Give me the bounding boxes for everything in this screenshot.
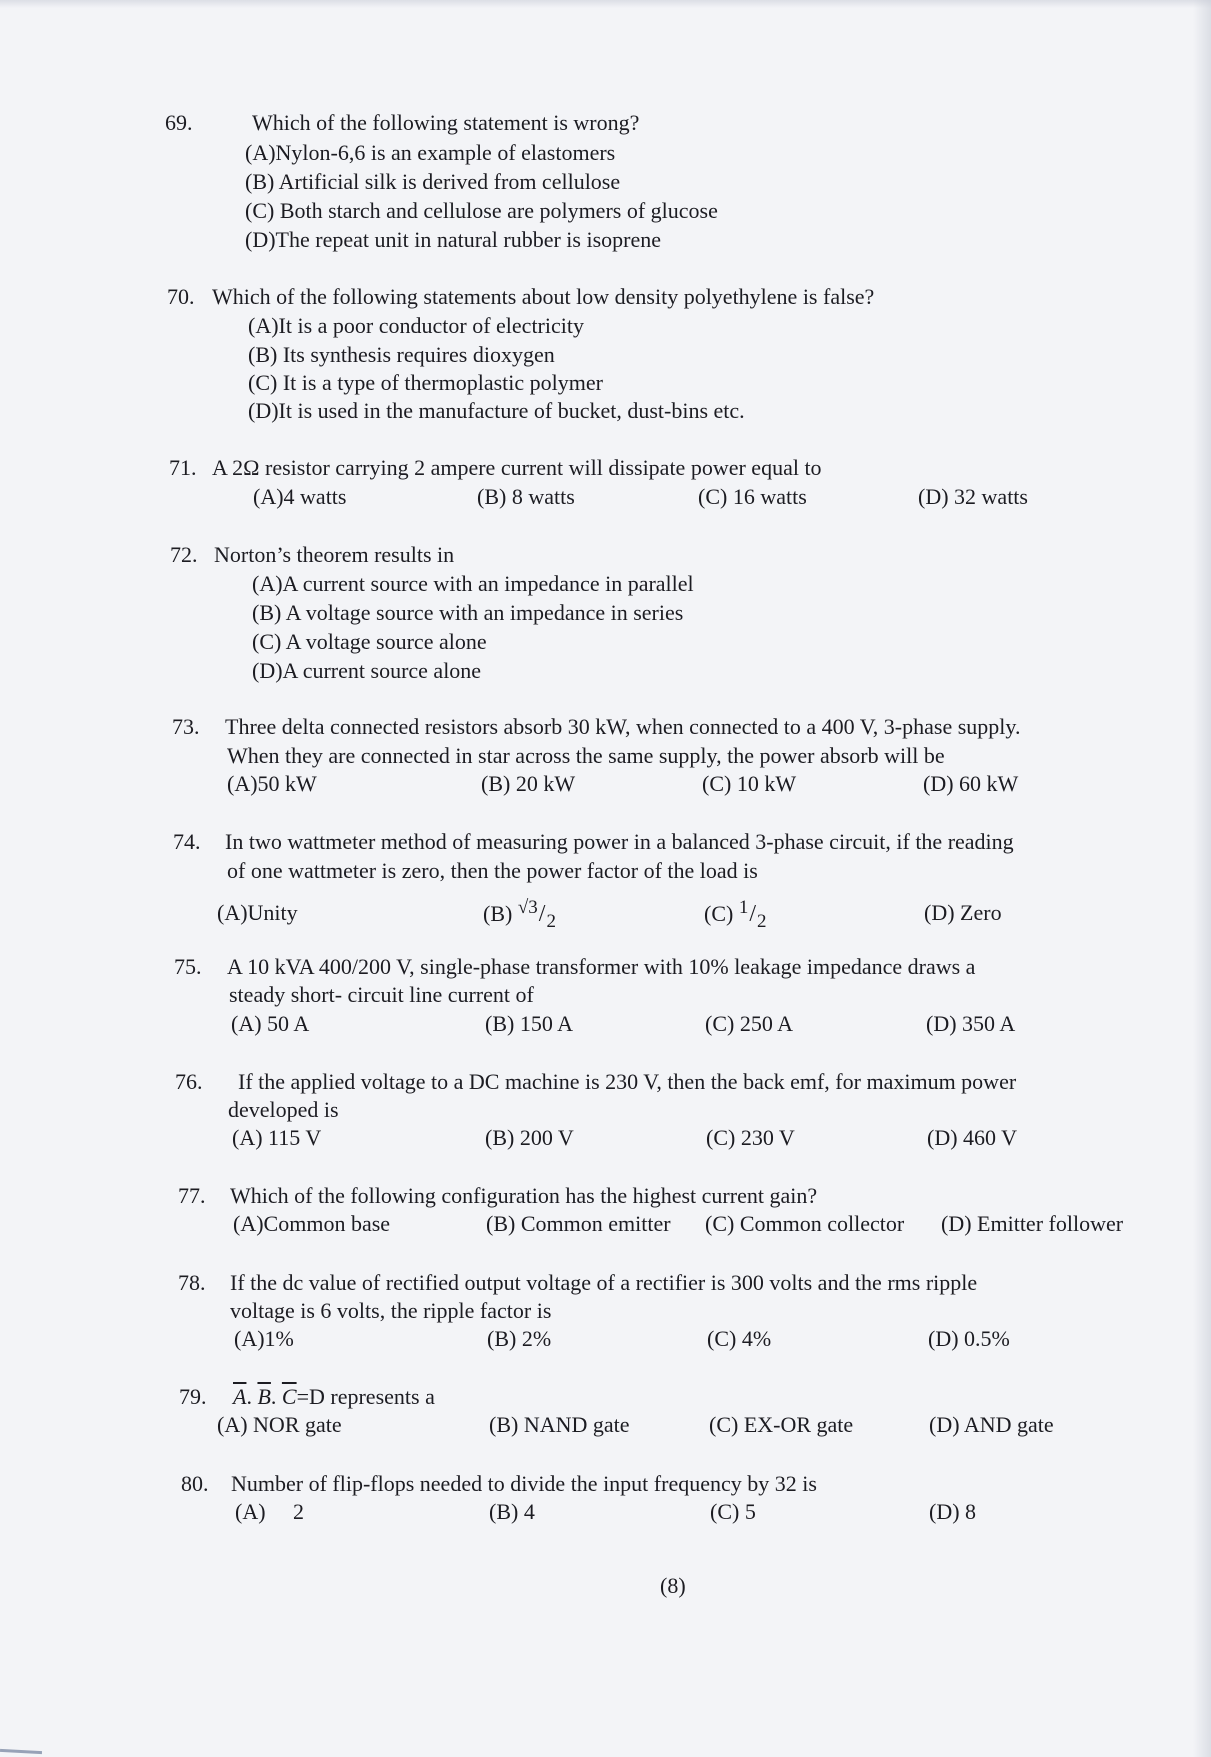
boolean-b-bar: $\overline{B}$ bbox=[257, 1384, 271, 1409]
option-b: (B) 200 V bbox=[485, 1125, 574, 1150]
fraction-numerator: √3 bbox=[517, 897, 538, 918]
question-number: 76. bbox=[175, 1069, 203, 1094]
question-number: 78. bbox=[178, 1270, 206, 1295]
fraction-denominator: 2 bbox=[546, 911, 556, 932]
question-number: 79. bbox=[179, 1384, 207, 1409]
option-b: (B) 8 watts bbox=[477, 484, 575, 509]
question-stem: Norton’s theorem results in bbox=[214, 542, 455, 567]
question-stem: Number of flip-flops needed to divide the input frequency by 32 is bbox=[231, 1471, 817, 1496]
option-c: (C) 250 A bbox=[705, 1011, 793, 1036]
question-number: 75. bbox=[174, 954, 202, 979]
question-stem: A 2Ω resistor carrying 2 ampere current will dissipate power equal to bbox=[212, 455, 822, 480]
option-c: (C) Both starch and cellulose are polymers of glucose bbox=[245, 198, 718, 223]
option-c: (C) A voltage source alone bbox=[252, 629, 487, 654]
fraction-root3-over-2 bbox=[517, 897, 556, 932]
option-d: (D) 60 kW bbox=[923, 771, 1019, 796]
fraction-denominator: 2 bbox=[757, 911, 767, 932]
option-d: (D) Emitter follower bbox=[941, 1211, 1124, 1236]
option-c: (C) 5 bbox=[710, 1499, 756, 1524]
fraction-slash: / bbox=[749, 901, 756, 927]
option-label: (B) bbox=[483, 901, 513, 926]
question-stem: Which of the following statement is wrong? bbox=[252, 110, 640, 135]
option-b bbox=[483, 897, 556, 932]
option-c: (C) EX-OR gate bbox=[709, 1412, 854, 1437]
option-d: (D)A current source alone bbox=[252, 658, 482, 683]
question-stem: If the dc value of rectified output voltage of a rectifier is 300 volts and the rms ripple bbox=[230, 1270, 978, 1295]
fraction-numerator: 1 bbox=[738, 897, 749, 918]
option-d: (D)It is used in the manufacture of bucket, dust-bins etc. bbox=[248, 398, 745, 423]
boolean-a-bar: $\overline{A}$ bbox=[233, 1384, 247, 1409]
question-stem: Which of the following statements about low density polyethylene is false? bbox=[212, 284, 875, 309]
question-stem: If the applied voltage to a DC machine is 230 V, then the back emf, for maximum power bbox=[238, 1069, 1017, 1094]
option-a: (A)1% bbox=[234, 1326, 294, 1351]
option-c: (C) 230 V bbox=[706, 1125, 795, 1150]
option-b: (B) 150 A bbox=[485, 1011, 573, 1036]
option-d: (D) 8 bbox=[929, 1499, 977, 1524]
question-number: 74. bbox=[173, 829, 201, 854]
option-a: (A)It is a poor conductor of electricity bbox=[248, 313, 584, 338]
question-number: 73. bbox=[172, 714, 200, 739]
option-a: (A) 2 bbox=[235, 1499, 305, 1524]
question-number: 69. bbox=[165, 110, 193, 135]
option-c: (C) 16 watts bbox=[698, 484, 807, 509]
option-a: (A)Nylon-6,6 is an example of elastomers bbox=[245, 140, 616, 165]
scan-edge-right bbox=[1193, 0, 1211, 1757]
option-b: (B) Artificial silk is derived from cellulose bbox=[245, 169, 621, 194]
boolean-dot: . bbox=[270, 1384, 277, 1409]
option-d: (D) 0.5% bbox=[928, 1326, 1010, 1351]
boolean-dot: . bbox=[246, 1384, 252, 1409]
question-number: 72. bbox=[170, 542, 198, 567]
question-stem: Which of the following configuration has the highest current gain? bbox=[230, 1183, 818, 1208]
option-d: (D) Zero bbox=[924, 900, 1002, 925]
question-stem: A 10 kVA 400/200 V, single-phase transformer with 10% leakage impedance draws a bbox=[227, 954, 976, 979]
question-number: 80. bbox=[181, 1471, 209, 1496]
page-number: (8) bbox=[660, 1573, 686, 1598]
question-stem: In two wattmeter method of measuring power in a balanced 3-phase circuit, if the reading bbox=[225, 829, 1014, 854]
option-c: (C) Common collector bbox=[705, 1211, 905, 1236]
option-b: (B) 2% bbox=[487, 1326, 552, 1351]
option-c: (C) 10 kW bbox=[702, 771, 797, 796]
option-c: (C) 4% bbox=[707, 1326, 772, 1351]
option-a: (A) NOR gate bbox=[217, 1412, 342, 1437]
scan-corner-mark bbox=[0, 1749, 42, 1754]
option-label: (C) bbox=[704, 901, 734, 926]
option-a: (A)50 kW bbox=[227, 771, 317, 796]
question-stem-text: =D represents a bbox=[296, 1384, 435, 1409]
fraction-slash: / bbox=[538, 901, 546, 927]
option-a: (A)Common base bbox=[233, 1211, 391, 1236]
question-number: 70. bbox=[167, 284, 195, 309]
question-stem: Three delta connected resistors absorb 30 kW, when connected to a 400 V, 3-phase supply. bbox=[225, 714, 1021, 739]
question-number: 77. bbox=[178, 1183, 206, 1208]
fraction-1-over-2 bbox=[738, 897, 767, 932]
option-b: (B) Common emitter bbox=[486, 1211, 671, 1236]
option-b: (B) NAND gate bbox=[489, 1412, 630, 1437]
boolean-c-bar: $\overline{C}$ bbox=[281, 1384, 297, 1409]
question-stem-continued: voltage is 6 volts, the ripple factor is bbox=[230, 1298, 552, 1323]
option-c: (C) It is a type of thermoplastic polymer bbox=[248, 370, 603, 395]
option-b: (B) 4 bbox=[489, 1499, 535, 1524]
option-a: (A)4 watts bbox=[253, 484, 347, 509]
option-a: (A) 115 V bbox=[232, 1125, 322, 1150]
question-stem bbox=[233, 1386, 435, 1408]
option-d: (D) 460 V bbox=[927, 1125, 1018, 1150]
option-d: (D) AND gate bbox=[929, 1412, 1054, 1437]
question-stem-continued: steady short- circuit line current of bbox=[229, 982, 534, 1007]
option-c bbox=[704, 897, 767, 932]
option-a: (A)Unity bbox=[217, 900, 298, 925]
option-d: (D)The repeat unit in natural rubber is isoprene bbox=[245, 227, 662, 252]
option-b: (B) A voltage source with an impedance in series bbox=[252, 600, 684, 625]
option-d: (D) 350 A bbox=[926, 1011, 1016, 1036]
scan-edge-top bbox=[0, 0, 1211, 8]
option-a: (A)A current source with an impedance in parallel bbox=[252, 571, 694, 596]
question-number: 71. bbox=[169, 455, 197, 480]
option-b: (B) Its synthesis requires dioxygen bbox=[248, 342, 555, 367]
question-stem-continued: When they are connected in star across the same supply, the power absorb will be bbox=[227, 743, 945, 768]
option-a: (A) 50 A bbox=[231, 1011, 310, 1036]
question-stem-continued: of one wattmeter is zero, then the power factor of the load is bbox=[227, 858, 758, 883]
option-d: (D) 32 watts bbox=[918, 484, 1028, 509]
question-stem-continued: developed is bbox=[228, 1097, 339, 1122]
option-b: (B) 20 kW bbox=[481, 771, 576, 796]
